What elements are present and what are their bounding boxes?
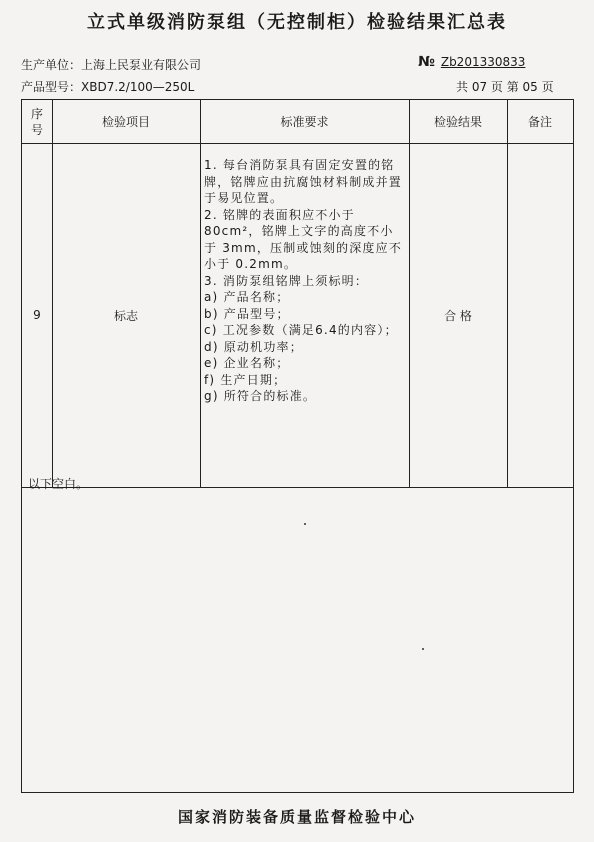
- requirement-line: b) 产品型号；: [204, 306, 290, 321]
- blank-below-note: 以下空白。: [28, 477, 89, 491]
- row-item: 标志: [113, 308, 138, 323]
- serial-number: Zb201330833: [440, 55, 526, 69]
- requirement-line: c) 工况参数（满足6.4的内容）；: [204, 323, 398, 337]
- header-seq-line-1: 序: [30, 106, 43, 121]
- header-remark: 备注: [527, 115, 552, 129]
- inspection-table: [21, 99, 574, 793]
- scan-speck: [304, 523, 306, 525]
- requirement-line: a) 产品名称；: [204, 290, 290, 304]
- header-seq: [22, 100, 52, 143]
- header-result: 检验结果: [433, 115, 482, 129]
- requirement-line: e) 企业名称；: [204, 356, 290, 370]
- scan-speck: [422, 648, 424, 650]
- row-seq: 9: [33, 308, 41, 322]
- product-model-line: 产品型号：XBD7.2/100—250L: [21, 80, 195, 94]
- requirement-line: 3. 消防泵组铭牌上须标明：: [204, 273, 369, 288]
- requirement-line: f) 生产日期；: [204, 372, 287, 387]
- requirements-text: [204, 157, 406, 405]
- row-divider: [22, 487, 573, 488]
- serial-symbol: №: [418, 54, 435, 70]
- page-info: 共 07 页 第 05 页: [456, 80, 554, 94]
- producer-line: 生产单位：上海上民泵业有限公司: [21, 58, 202, 72]
- issuer-footer: 国家消防装备质量监督检验中心: [177, 808, 416, 826]
- requirement-line: 1. 每台消防泵具有固定安置的铭牌，铭牌应由抗腐蚀材料制成并置于易见位置。: [204, 158, 403, 205]
- requirement-line: 2. 铭牌的表面积应不小于80cm²，铭牌上文字的高度不小于 3mm，压制或蚀刻的深度应不小于 0.2mm。: [204, 207, 403, 271]
- serial-number-line: [418, 54, 525, 70]
- document-title: 立式单级消防泵组（无控制柜）检验结果汇总表: [87, 12, 507, 33]
- requirement-line: d) 原动机功率；: [204, 339, 303, 354]
- header-seq-line-2: 号: [30, 122, 43, 137]
- row-remark: [507, 143, 573, 487]
- header-item: 检验项目: [101, 115, 150, 129]
- column-divider: [200, 100, 201, 488]
- header-standard: 标准要求: [280, 115, 329, 129]
- requirement-line: g) 所符合的标准。: [204, 389, 317, 403]
- row-result: 合 格: [444, 308, 472, 323]
